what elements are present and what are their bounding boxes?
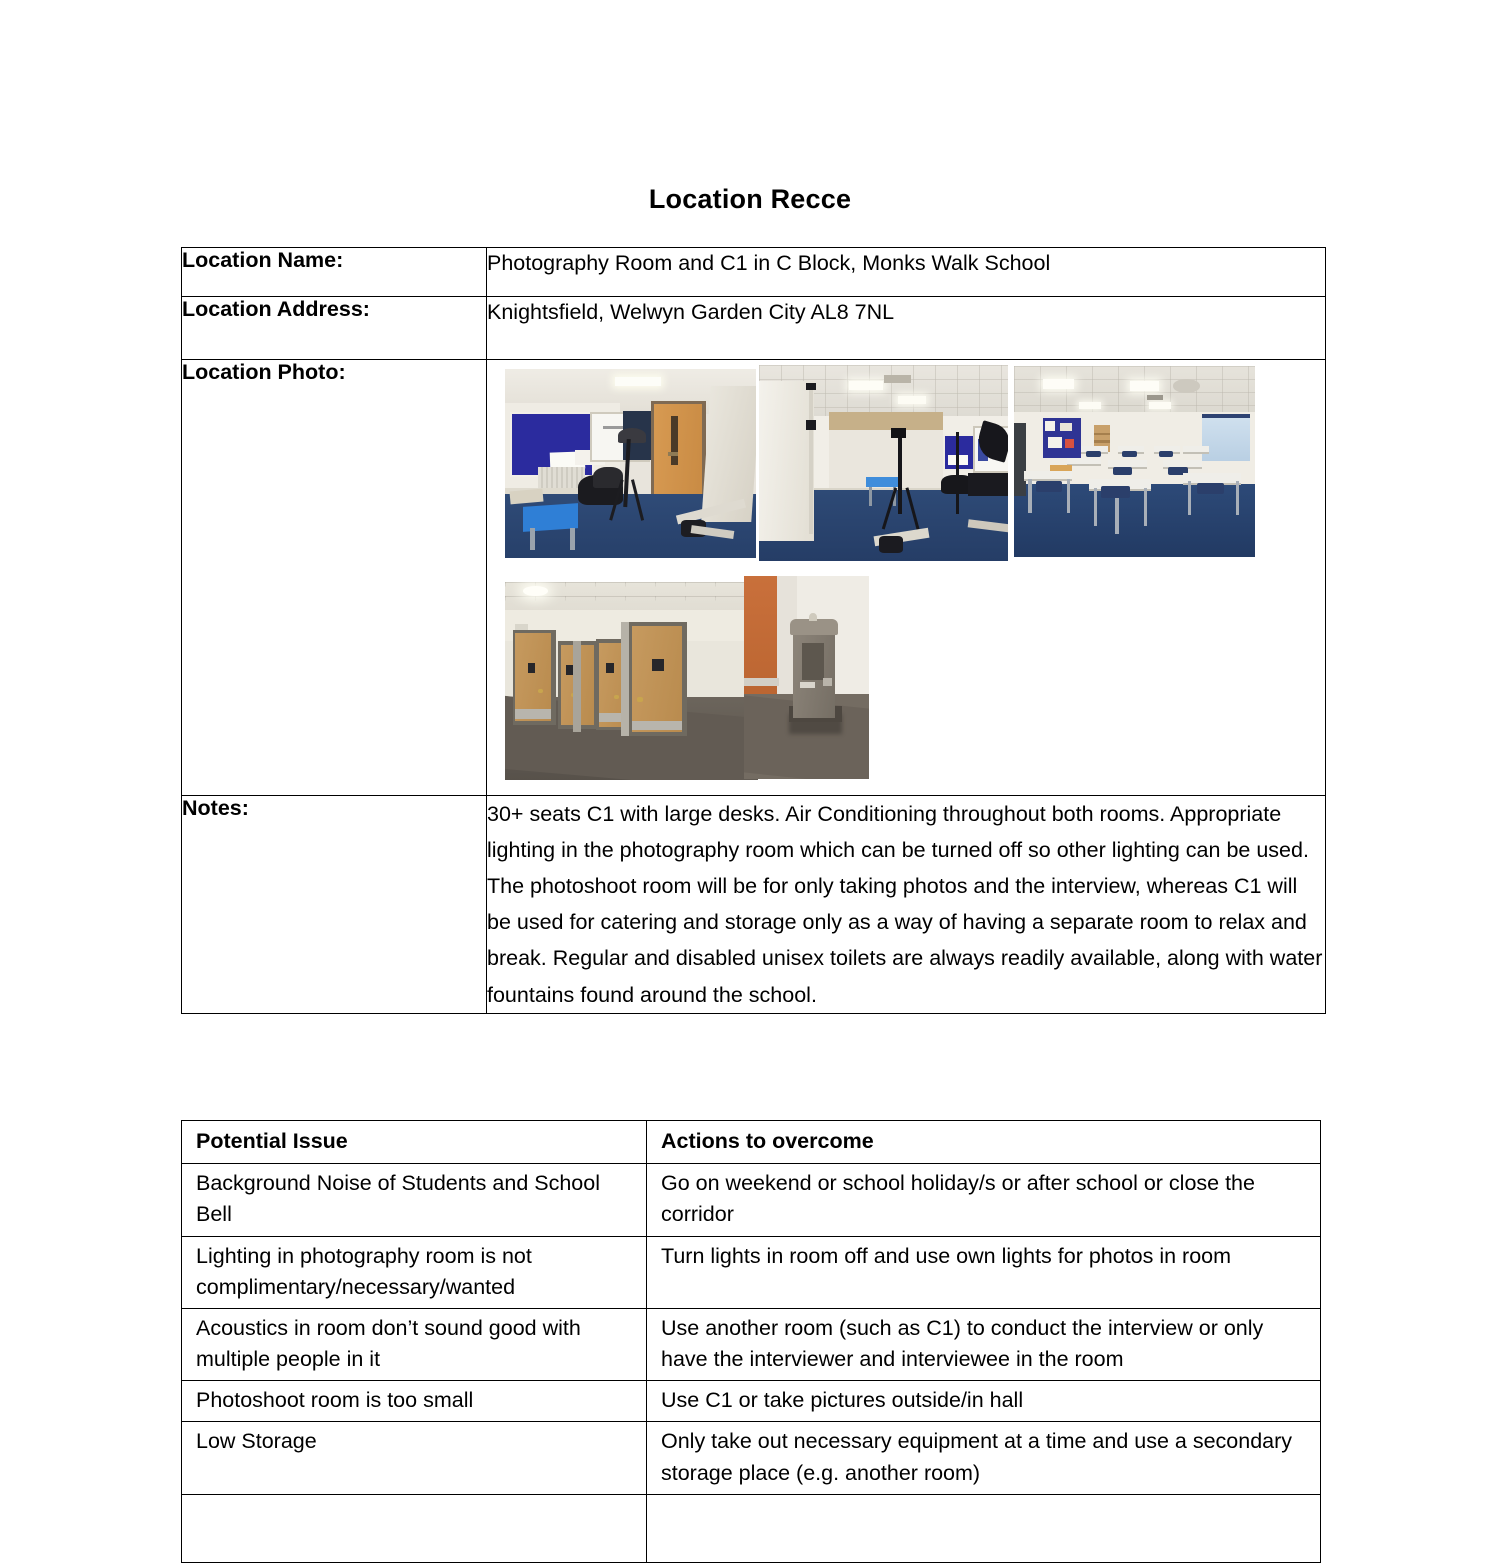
location-name-value: Photography Room and C1 in C Block, Monks Walk School [487, 248, 1326, 297]
photo-photography-room-wide-left [505, 369, 756, 558]
photo-photography-room-wide-middle [759, 365, 1008, 561]
photo-classroom-c1 [1014, 366, 1255, 557]
location-photo-collage [487, 360, 1326, 796]
photo-water-fountain [744, 576, 869, 779]
photo-toilet-corridor [505, 582, 758, 780]
issue-cell [182, 1494, 647, 1562]
action-cell: Only take out necessary equipment at a time and use a secondary storage place (e.g. another room) [647, 1422, 1321, 1494]
issue-cell: Lighting in photography room is not complimentary/necessary/wanted [182, 1236, 647, 1308]
table-row-empty [182, 1494, 1321, 1562]
action-cell: Turn lights in room off and use own lights for photos in room [647, 1236, 1321, 1308]
action-cell: Use C1 or take pictures outside/in hall [647, 1381, 1321, 1422]
table-row [182, 1236, 1321, 1308]
action-cell [647, 1494, 1321, 1562]
location-address-value: Knightsfield, Welwyn Garden City AL8 7NL [487, 297, 1326, 360]
issue-cell: Low Storage [182, 1422, 647, 1494]
action-cell: Use another room (such as C1) to conduct the interview or only have the interviewer and interviewee in the room [647, 1308, 1321, 1380]
issue-cell: Acoustics in room don’t sound good with multiple people in it [182, 1308, 647, 1380]
location-name-label: Location Name: [182, 248, 487, 297]
location-photo-label: Location Photo: [182, 360, 487, 796]
notes-value: 30+ seats C1 with large desks. Air Conditioning throughout both rooms. Appropriate lighting in the photography room which can be turned off so other lighting can be used. The photoshoot room will be for only taking photos and the interview, whereas C1 will be used for catering and storage only as a way of having a separate room to relax and break. Regular and disabled unisex toilets are always readily available, along with water fountains found around the school. [487, 796, 1326, 1014]
table-row [182, 1422, 1321, 1494]
table-header-row [182, 1121, 1321, 1164]
table-row-location-address [182, 297, 1326, 360]
table-row [182, 1164, 1321, 1236]
potential-issues-table [181, 1120, 1321, 1563]
notes-label: Notes: [182, 796, 487, 1014]
table-row [182, 1308, 1321, 1380]
location-address-label: Location Address: [182, 297, 487, 360]
table-row-notes [182, 796, 1326, 1014]
header-actions-to-overcome: Actions to overcome [647, 1121, 1321, 1164]
issue-cell: Background Noise of Students and School Bell [182, 1164, 647, 1236]
header-potential-issue: Potential Issue [182, 1121, 647, 1164]
location-recce-table [181, 247, 1326, 1014]
table-row [182, 1381, 1321, 1422]
action-cell: Go on weekend or school holiday/s or after school or close the corridor [647, 1164, 1321, 1236]
table-row-location-name [182, 248, 1326, 297]
issue-cell: Photoshoot room is too small [182, 1381, 647, 1422]
page-title: Location Recce [648, 184, 852, 214]
table-row-location-photo [182, 360, 1326, 796]
